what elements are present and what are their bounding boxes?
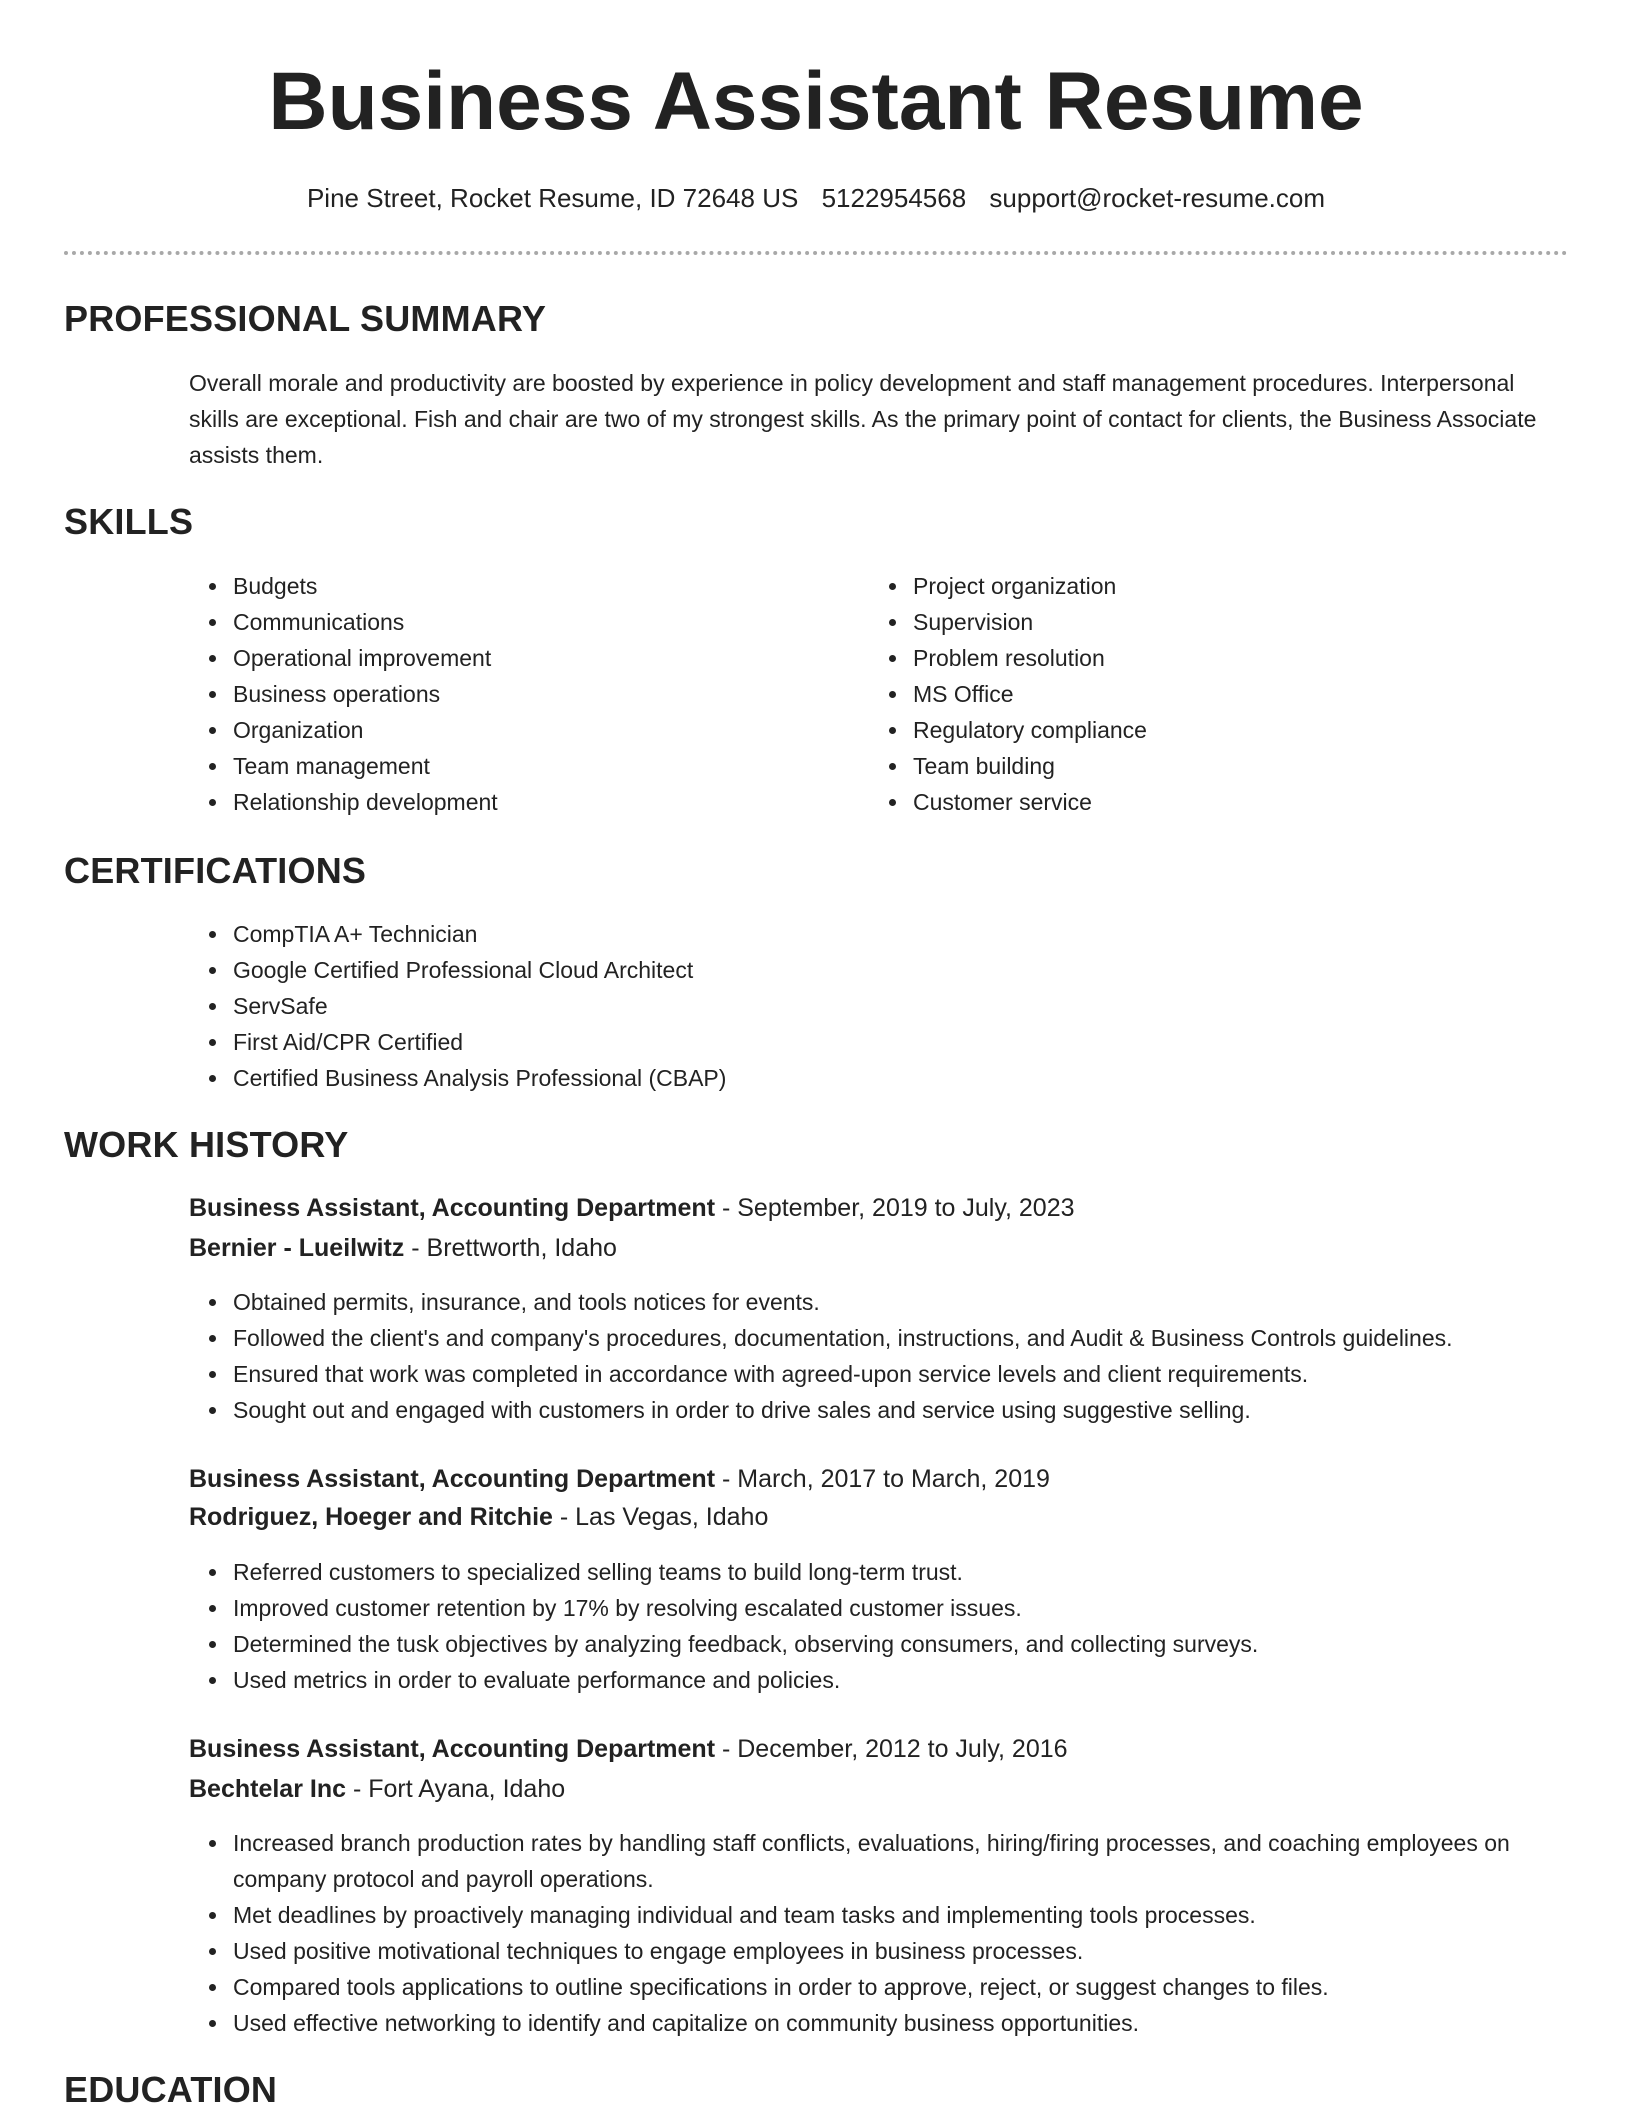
job-bullet: Referred customers to specialized selling teams to build long-term trust. [233, 1554, 1613, 1590]
contact-address: Pine Street, Rocket Resume, ID 72648 US [306, 183, 799, 213]
job-bullets [189, 1554, 1613, 1698]
job-bullet: Followed the client's and company's procedures, documentation, instructions, and Audit & Business Controls guidelines. [233, 1320, 1613, 1356]
skill-item: Customer service [913, 784, 1513, 820]
job-location: - Las Vegas, Idaho [552, 1503, 769, 1531]
job-location: - Fort Ayana, Idaho [346, 1775, 566, 1803]
job-dates: - September, 2019 to July, 2023 [715, 1194, 1075, 1222]
resume-title: Business Assistant Resume [268, 56, 1364, 147]
job-dates: - March, 2017 to March, 2019 [715, 1465, 1050, 1493]
job-title: Business Assistant, Accounting Department [189, 1735, 716, 1763]
skills-list-right [869, 568, 1513, 820]
certification-item: First Aid/CPR Certified [233, 1024, 1533, 1060]
contact-email: support@rocket-resume.com [989, 183, 1326, 213]
summary-text: Overall morale and productivity are boosted by experience in policy development and staff management procedures. Interpersonal skills are exceptional. Fish and chair are two of my strongest skills. As the primary point of contact for clients, the Business Associate assists them. [189, 370, 1537, 468]
contact-line [0, 180, 1632, 216]
job-dates: - December, 2012 to July, 2016 [715, 1735, 1068, 1763]
job-bullet: Sought out and engaged with customers in order to drive sales and service using suggestive selling. [233, 1392, 1613, 1428]
certification-item: Google Certified Professional Cloud Architect [233, 952, 1533, 988]
summary-heading: PROFESSIONAL SUMMARY [64, 298, 547, 339]
job-bullet: Obtained permits, insurance, and tools notices for events. [233, 1284, 1613, 1320]
certification-item: ServSafe [233, 988, 1533, 1024]
job-bullet: Used effective networking to identify and capitalize on community business opportunities. [233, 2005, 1533, 2041]
contact-phone: 5122954568 [821, 183, 967, 213]
skill-item: Team management [233, 748, 853, 784]
skill-item: Regulatory compliance [913, 712, 1513, 748]
job-bullet: Used positive motivational techniques to engage employees in business processes. [233, 1933, 1533, 1969]
job-company-line [189, 1230, 617, 1266]
job-title-line [189, 1190, 1075, 1226]
job-bullets [189, 1825, 1533, 2041]
job-bullets [189, 1284, 1613, 1428]
skill-item: Communications [233, 604, 853, 640]
skill-item: Relationship development [233, 784, 853, 820]
skills-list-left [189, 568, 853, 820]
job-bullet: Determined the tusk objectives by analyzing feedback, observing consumers, and collecting surveys. [233, 1626, 1613, 1662]
job-bullet: Increased branch production rates by handling staff conflicts, evaluations, hiring/firing processes, and coaching employees on company protocol and payroll operations. [233, 1825, 1533, 1897]
job-bullet: Improved customer retention by 17% by resolving escalated customer issues. [233, 1590, 1613, 1626]
job-company-line [189, 1499, 768, 1535]
skill-item: MS Office [913, 676, 1513, 712]
skill-item: Supervision [913, 604, 1513, 640]
job-title-line [189, 1461, 1050, 1497]
job-bullet: Used metrics in order to evaluate performance and policies. [233, 1662, 1613, 1698]
certification-item: CompTIA A+ Technician [233, 916, 1533, 952]
work-history-heading: WORK HISTORY [64, 1124, 349, 1165]
skill-item: Business operations [233, 676, 853, 712]
job-company: Bernier - Lueilwitz [189, 1234, 405, 1262]
job-company: Rodriguez, Hoeger and Ritchie [189, 1503, 553, 1531]
education-heading: EDUCATION [64, 2069, 278, 2110]
skill-item: Team building [913, 748, 1513, 784]
job-location: - Brettworth, Idaho [404, 1234, 617, 1262]
skills-heading: SKILLS [64, 501, 194, 542]
job-title-line [189, 1731, 1068, 1767]
skill-item: Project organization [913, 568, 1513, 604]
skill-item: Problem resolution [913, 640, 1513, 676]
certification-item: Certified Business Analysis Professional (CBAP) [233, 1060, 1533, 1096]
certifications-list [189, 916, 1533, 1096]
job-bullet: Ensured that work was completed in accordance with agreed-upon service levels and client requirements. [233, 1356, 1613, 1392]
job-title: Business Assistant, Accounting Department [189, 1194, 716, 1222]
job-company: Bechtelar Inc [189, 1775, 347, 1803]
skill-item: Operational improvement [233, 640, 853, 676]
header-divider [64, 251, 1568, 255]
job-bullet: Met deadlines by proactively managing individual and team tasks and implementing tools processes. [233, 1897, 1533, 1933]
job-company-line [189, 1771, 565, 1807]
skill-item: Budgets [233, 568, 853, 604]
job-bullet: Compared tools applications to outline specifications in order to approve, reject, or suggest changes to files. [233, 1969, 1533, 2005]
certifications-heading: CERTIFICATIONS [64, 850, 367, 891]
skill-item: Organization [233, 712, 853, 748]
job-title: Business Assistant, Accounting Department [189, 1465, 716, 1493]
